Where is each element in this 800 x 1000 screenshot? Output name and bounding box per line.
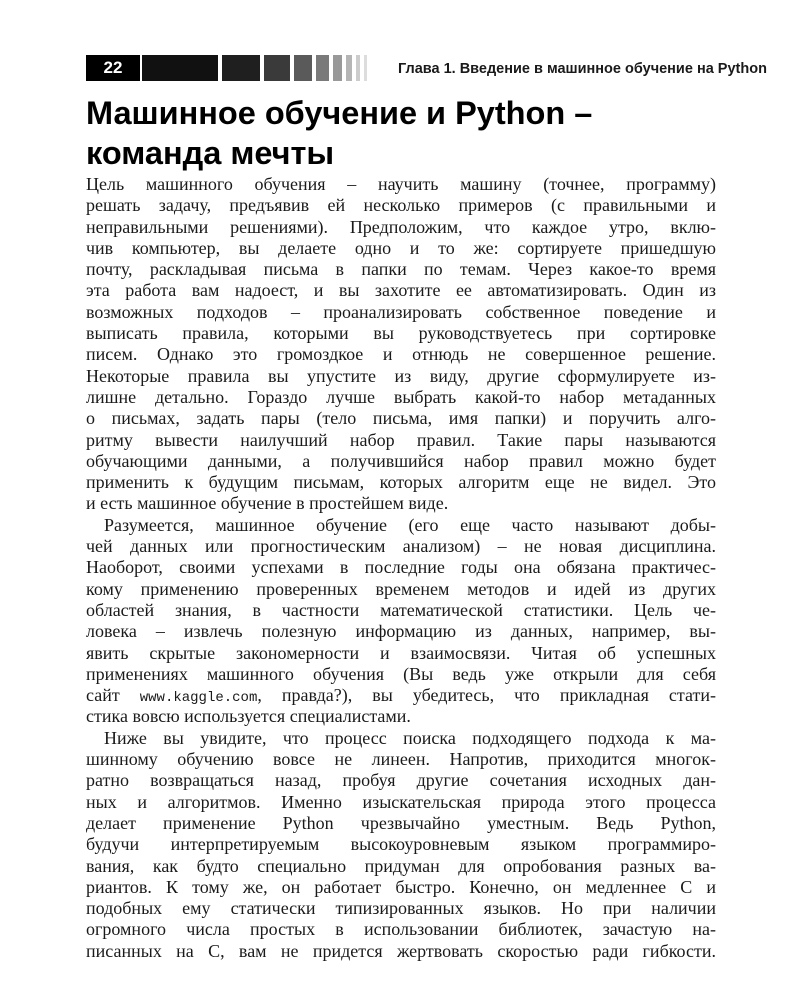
text-line: Разумеется, машинное обучение (его еще часто называют добы-	[104, 514, 716, 535]
text-line: Некоторые правила вы упустите из виду, другие сформулируете из-	[86, 365, 716, 386]
text-line: огромного числа простых в использовании библиотек, зачастую на-	[86, 919, 716, 940]
text-line: выписать правила, которыми вы руководствуетесь при сортировке	[86, 323, 716, 344]
decorative-gradient-bars	[142, 55, 378, 81]
page-number: 22	[86, 55, 140, 81]
text-line: решать задачу, предъявив ей несколько примеров (с правильными и	[86, 195, 716, 216]
section-title-line-2: команда мечты	[86, 135, 335, 171]
paragraph-1	[86, 174, 716, 515]
text-line: явить скрытые закономерности и взаимосвязи. Читая об успешных	[86, 642, 716, 663]
text-line: лишне детально. Гораздо лучше выбрать какой-то набор метаданных	[86, 386, 716, 407]
text-line: ратно возвращаться назад, пробуя другие сочетания исходных дан-	[86, 770, 716, 791]
text-line: ловека – извлечь полезную информацию из данных, например, вы-	[86, 621, 716, 642]
text-line: применить к будущим письмам, которых алгоритм еще не видел. Это	[86, 472, 716, 493]
text-line: писанных на C, вам не придется жертвовать скоростью ради гибкости.	[86, 940, 716, 961]
text-line: риантов. К тому же, он работает быстро. Конечно, он медленнее C и	[86, 876, 716, 897]
kaggle-url: www.kaggle.com	[139, 690, 258, 707]
text-line: обучающими данными, а получившийся набор правил можно будет	[86, 450, 716, 471]
paragraph-2	[86, 515, 716, 728]
text-fragment: сайт	[86, 685, 140, 706]
text-line: ритму вывести наилучший набор правил. Такие пары называются	[86, 429, 716, 450]
text-line: Наоборот, своими успехами в последние годы она обязана практичес-	[86, 557, 716, 578]
text-line: возможных подходов – проанализировать собственное поведение и	[86, 301, 716, 322]
text-line: Ниже вы увидите, что процесс поиска подходящего подхода к ма-	[104, 727, 716, 748]
text-line: кому применению проверенных временем методов и идей из других	[86, 578, 716, 599]
text-line: будучи интерпретируемым высокоуровневым языком программиро-	[86, 834, 716, 855]
chapter-title: Глава 1. Введение в машинное обучение на Python	[398, 61, 767, 77]
text-line: о письмах, задать пары (тело письма, имя папки) и поручить алго-	[86, 408, 716, 429]
text-line: шинному обучению вовсе не линеен. Напротив, приходится многок-	[86, 749, 716, 770]
running-header	[86, 55, 767, 81]
text-line: неправильными решениями). Предположим, что каждое утро, вклю-	[86, 216, 716, 237]
body-text	[86, 174, 716, 962]
text-line: и есть машинное обучение в простейшем виде.	[86, 493, 449, 514]
text-line: подобных ему статически типизированных языков. Но при наличии	[86, 898, 716, 919]
text-fragment: , правда?), вы убедитесь, что прикладная стати-	[257, 685, 716, 706]
text-line: чив компьютер, вы делаете одно и то же: сортируете пришедшую	[86, 237, 716, 258]
text-line: Цель машинного обучения – научить машину (точнее, программу)	[86, 174, 716, 194]
section-title-line-1: Машинное обучение и Python –	[86, 95, 593, 131]
text-line: применениях машинного обучения (Вы ведь уже открыли для себя	[86, 663, 716, 684]
text-line-with-url	[86, 685, 716, 706]
paragraph-3	[86, 728, 716, 962]
text-line: ных и алгоритмов. Именно изыскательская природа этого процесса	[86, 791, 716, 812]
text-line: областей знания, в частности математической статистики. Цель че-	[86, 599, 716, 620]
text-line: вания, как будто специально придуман для опробования разных ва-	[86, 855, 716, 876]
text-line: писем. Однако это громоздкое и отнюдь не совершенное решение.	[86, 344, 716, 365]
text-line: делает применение Python чрезвычайно уместным. Ведь Python,	[86, 812, 716, 833]
text-line: почту, раскладывая письма в папки по темам. Через какое-то время	[86, 259, 716, 280]
text-line: эта работа вам надоест, и вы захотите ее автоматизировать. Один из	[86, 280, 716, 301]
text-line: стика вовсю используется специалистами.	[86, 706, 411, 727]
section-title	[86, 93, 726, 173]
text-line: чей данных или прогностическим анализом) – не новая дисциплина.	[86, 536, 716, 557]
